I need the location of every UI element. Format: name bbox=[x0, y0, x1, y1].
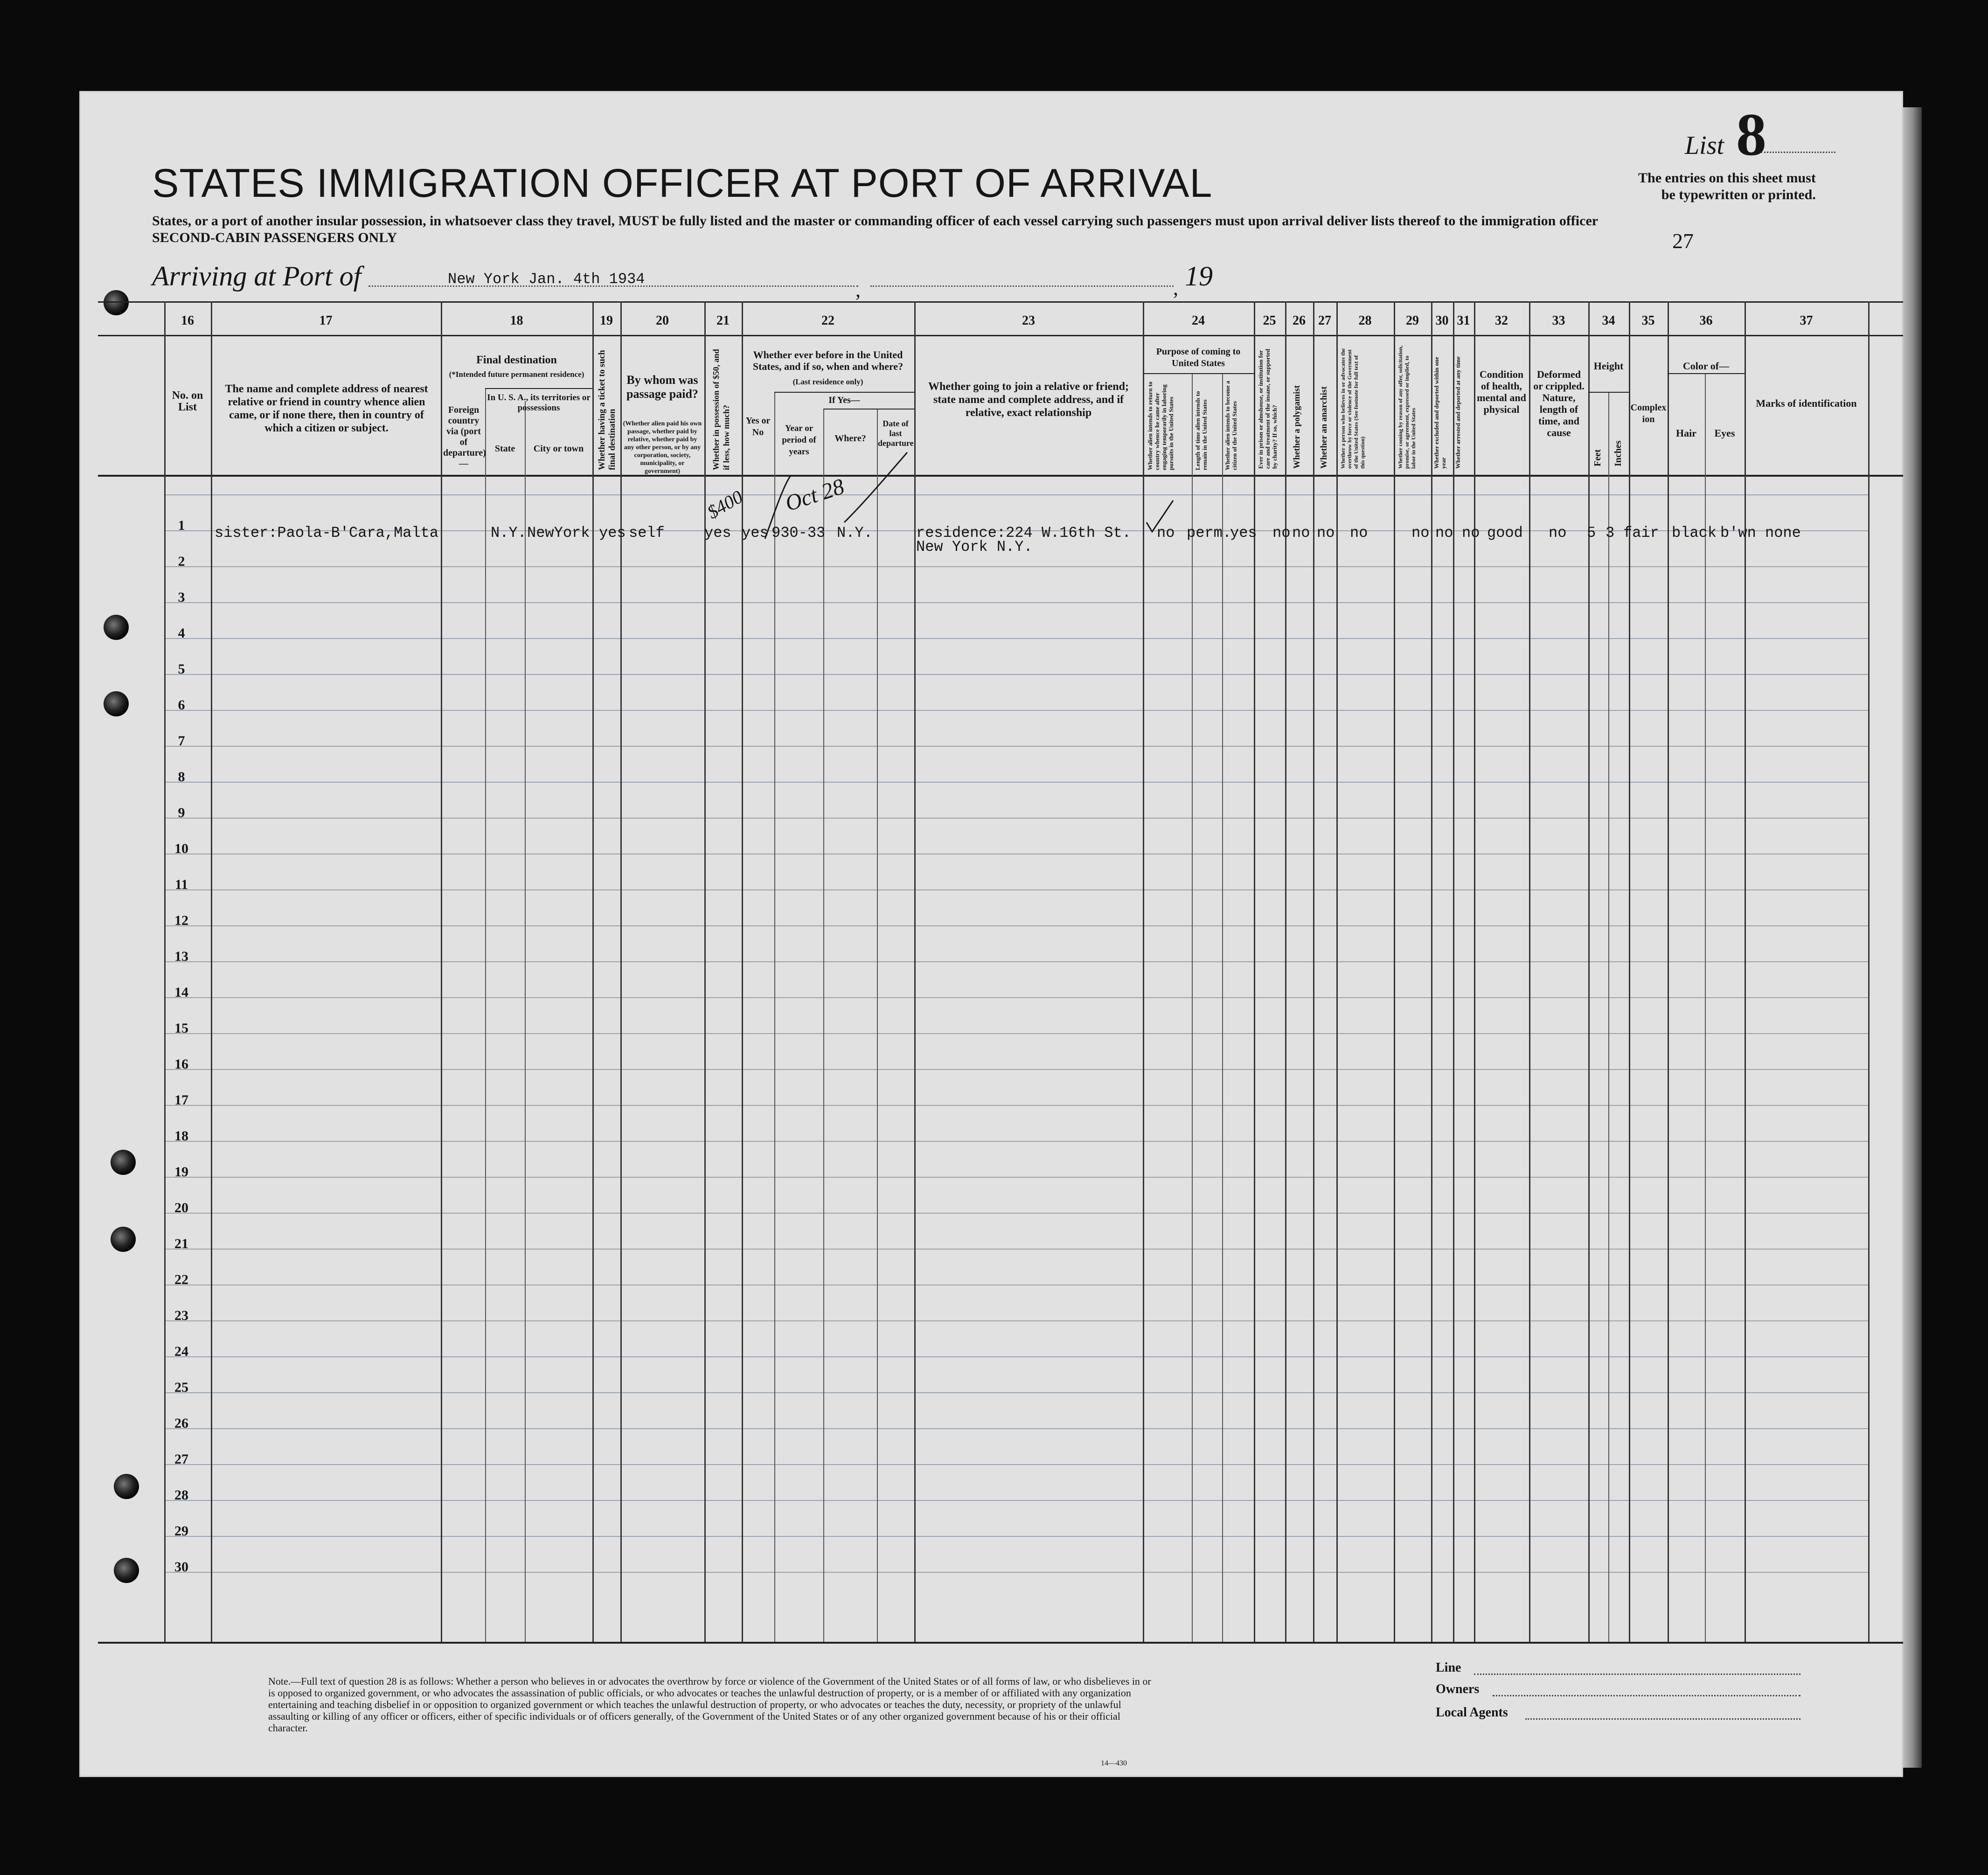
punch-hole bbox=[104, 691, 129, 716]
row-number: 6 bbox=[178, 697, 185, 713]
entry-year-period: 930-33 bbox=[772, 524, 826, 542]
header-in-usa: In U. S. A., its territories or possessions bbox=[487, 393, 591, 413]
row-number: 29 bbox=[174, 1523, 188, 1539]
header-where: Where? bbox=[834, 433, 866, 444]
entry-labor-offer: no bbox=[1411, 524, 1430, 542]
row-rule bbox=[164, 1320, 1868, 1321]
row-rule bbox=[164, 1572, 1868, 1573]
header-bottom-rule bbox=[98, 475, 1903, 477]
entry-where: N.Y. bbox=[837, 524, 873, 542]
header-final-destination: Final destination bbox=[476, 354, 557, 366]
header-purpose-citizen: Whether alien intends to become a citizen of the United States bbox=[1224, 381, 1238, 470]
col-num-28: 28 bbox=[1358, 313, 1372, 328]
col-num-23: 23 bbox=[1022, 313, 1035, 328]
entry-deformed: no bbox=[1549, 524, 1567, 542]
header-complexion: Complexion bbox=[1630, 403, 1667, 424]
arriving-label: Arriving at Port of bbox=[152, 261, 361, 292]
row-rule bbox=[164, 1033, 1868, 1034]
col-num-18: 18 bbox=[510, 313, 523, 328]
row-rule bbox=[164, 602, 1868, 603]
row-rule bbox=[164, 710, 1868, 711]
row-rule bbox=[164, 674, 1868, 675]
row-number: 21 bbox=[174, 1236, 188, 1251]
row-number: 8 bbox=[178, 769, 185, 785]
number-row-rule bbox=[98, 335, 1903, 336]
page-title: STATES IMMIGRATION OFFICER AT PORT OF ARRIVAL bbox=[152, 161, 1213, 206]
row-number: 9 bbox=[178, 805, 185, 820]
punch-hole bbox=[111, 1150, 136, 1175]
row-number: 24 bbox=[174, 1344, 188, 1359]
row-rule bbox=[164, 997, 1868, 998]
entry-ever-before: yes bbox=[742, 524, 769, 542]
row-number: 27 bbox=[174, 1451, 188, 1467]
row-rule bbox=[164, 746, 1868, 747]
col-num-26: 26 bbox=[1293, 313, 1306, 328]
row-rule bbox=[164, 1536, 1868, 1537]
col-num-22: 22 bbox=[821, 313, 834, 328]
col-num-29: 29 bbox=[1406, 313, 1419, 328]
header-no-on-list: No. on List bbox=[172, 389, 203, 413]
row-rule bbox=[164, 1428, 1868, 1429]
header-excluded: Whether excluded and deported within one year bbox=[1433, 357, 1447, 469]
col-num-32: 32 bbox=[1495, 313, 1508, 328]
header-overthrow: Whether a person who believes in or advocates the overthrow by force or violence of the Government of the United States (See footnote for full text of this question) bbox=[1340, 348, 1366, 469]
row-rule bbox=[164, 1249, 1868, 1250]
row-number: 28 bbox=[174, 1487, 188, 1503]
row-number: 18 bbox=[174, 1128, 188, 1144]
row-rule bbox=[164, 1105, 1868, 1106]
row-number: 26 bbox=[174, 1416, 188, 1431]
punch-hole bbox=[114, 1558, 139, 1583]
header-ticket: Whether having a ticket to such final destination bbox=[597, 350, 617, 470]
entry-nearest-relative: sister:Paola-B'Cara,Malta bbox=[215, 524, 439, 542]
row-rule bbox=[164, 1177, 1868, 1178]
header-hair: Hair bbox=[1676, 427, 1696, 439]
col-num-34: 34 bbox=[1602, 313, 1615, 328]
row-number: 12 bbox=[174, 913, 188, 928]
row-number: 13 bbox=[174, 949, 188, 964]
header-if-yes: If Yes— bbox=[828, 395, 860, 405]
row-number: 19 bbox=[174, 1164, 188, 1180]
header-purpose: Purpose of coming to United States bbox=[1156, 347, 1241, 368]
header-city: City or town bbox=[533, 444, 584, 454]
row-number: 17 bbox=[174, 1092, 188, 1108]
row-rule bbox=[164, 1392, 1868, 1393]
line-label: Line bbox=[1436, 1660, 1461, 1675]
row-number: 16 bbox=[174, 1056, 188, 1072]
punch-hole bbox=[104, 290, 129, 315]
table-top-rule bbox=[98, 301, 1903, 303]
row-number: 30 bbox=[174, 1559, 188, 1575]
page-edge bbox=[1903, 107, 1922, 1768]
owners-field bbox=[1493, 1695, 1800, 1696]
handwritten-date: Oct 28 bbox=[782, 474, 848, 516]
header-yes-no: Yes or No bbox=[745, 416, 771, 438]
punch-hole bbox=[111, 1227, 136, 1252]
header-date-last-departure: Date of last departure bbox=[878, 419, 914, 448]
entry-feet: 5 bbox=[1587, 524, 1596, 542]
row-number: 10 bbox=[174, 841, 188, 856]
col-num-20: 20 bbox=[656, 313, 669, 328]
entry-marks: none bbox=[1765, 524, 1801, 542]
header-health: Condition of health, mental and physical bbox=[1477, 368, 1526, 415]
col-num-33: 33 bbox=[1552, 313, 1565, 328]
row-number: 4 bbox=[178, 625, 185, 641]
row-number: 2 bbox=[178, 554, 185, 569]
entry-city: NewYork bbox=[527, 524, 590, 542]
header-eyes: Eyes bbox=[1714, 427, 1735, 439]
year-prefix: 19 bbox=[1185, 261, 1213, 292]
row-rule bbox=[164, 889, 1868, 890]
entry-excluded: no bbox=[1435, 524, 1453, 542]
punch-hole bbox=[114, 1474, 139, 1499]
entries-note: The entries on this sheet must be typewritten or printed. bbox=[1638, 170, 1816, 202]
col-num-16: 16 bbox=[181, 313, 194, 328]
local-agents-label: Local Agents bbox=[1436, 1705, 1508, 1720]
row-number: 22 bbox=[174, 1272, 188, 1287]
entry-inches: 3 bbox=[1606, 524, 1615, 542]
line-field bbox=[1474, 1674, 1800, 1675]
form-number: 14—430 bbox=[1101, 1759, 1127, 1767]
footnote-question-28: Note.—Full text of question 28 is as follows: Whether a person who believes in or advocates the overthrow by force or violence of the Government of the United States or of all forms of law, or who disbelieves in or is opposed to organized government, or who advocates the assassination of public officials, or who advocates or teaches the unlawful destruction of property, or is a member of or affiliated with any organization entertaining and teaching disbelief in or opposition to organized government or which teaches the unlawful destruction of property, or who advocates or teaches the duty, necessity, or propriety of the unlawful assaulting or killing of any officer or officers, either of specific individuals or of officers generally, of the Government of the United States or of any other organized government because of his or their official character. bbox=[268, 1675, 1151, 1734]
row-rule bbox=[164, 1069, 1868, 1070]
header-ever-before: Whether ever before in the United States, and if so, when and where? bbox=[752, 349, 904, 372]
header-state: State bbox=[494, 444, 515, 454]
row-rule bbox=[164, 494, 1868, 495]
entry-possession: yes bbox=[704, 524, 731, 542]
header-nearest-relative: The name and complete address of nearest relative or friend in country whence alien came, or if none there, then in country of which a citizen or subject. bbox=[225, 383, 428, 434]
row-rule bbox=[164, 818, 1868, 819]
header-instruction: States, or a port of another insular possession, in whatsoever class they travel, MUST be fully listed and the master or commanding officer of each vessel carrying such passengers must upon arrival deliver lists thereof to the immigration officer bbox=[152, 213, 1599, 229]
row-number: 15 bbox=[174, 1021, 188, 1036]
entry-ticket: yes bbox=[599, 524, 626, 542]
header-purpose-return: Whether alien intends to return to country whence he came after engaging temporarily in laboring pursuits in the United States bbox=[1147, 382, 1175, 470]
header-join-relative: Whether going to join a relative or friend; state name and complete address, and if relative, exact relationship bbox=[928, 381, 1129, 419]
row-rule bbox=[164, 566, 1868, 567]
header-purpose-length: Length of time alien intends to remain in the United States bbox=[1194, 391, 1208, 470]
header-color-of: Color of— bbox=[1682, 360, 1730, 372]
row-rule bbox=[164, 1356, 1868, 1357]
list-number: 8 bbox=[1736, 101, 1766, 168]
row-rule bbox=[164, 925, 1868, 926]
header-inches: Inches bbox=[1613, 440, 1623, 466]
row-number: 14 bbox=[174, 985, 188, 1000]
header-labor-offer: Whether coming by reason of any offer, solicitation, promise, or agreement, expressed or implied, to labor in the United States bbox=[1397, 345, 1417, 469]
entry-residence-line1: residence:224 W.16th St. bbox=[916, 524, 1131, 542]
local-agents-field bbox=[1525, 1718, 1800, 1720]
header-deformed: Deformed or crippled. Nature, length of time, and cause bbox=[1533, 368, 1585, 438]
col-num-37: 37 bbox=[1800, 313, 1813, 328]
owners-label: Owners bbox=[1436, 1682, 1480, 1696]
row-rule bbox=[164, 782, 1868, 783]
entry-anarchist: no bbox=[1317, 524, 1335, 542]
row-rule bbox=[164, 1141, 1868, 1142]
punch-hole bbox=[104, 615, 129, 640]
entry-arrested: no bbox=[1462, 524, 1480, 542]
row-number: 11 bbox=[174, 877, 188, 892]
row-rule bbox=[164, 1213, 1868, 1214]
header-prison: Ever in prison or almshouse, or institution for care and treatment of the insane, or supported by charity? If so, which? bbox=[1257, 348, 1278, 469]
col-num-27: 27 bbox=[1318, 313, 1331, 328]
entry-complexion: fair bbox=[1623, 524, 1659, 542]
entry-residence-line2: New York N.Y. bbox=[916, 538, 1033, 556]
col-num-31: 31 bbox=[1457, 313, 1470, 328]
header-possession-50: Whether in possession of $50, and if less, how much? bbox=[711, 349, 731, 470]
header-passage-paid: By whom was passage paid? bbox=[626, 373, 698, 401]
col-num-24: 24 bbox=[1192, 313, 1205, 328]
header-class: SECOND-CABIN PASSENGERS ONLY bbox=[152, 230, 397, 245]
header-height: Height bbox=[1593, 360, 1624, 372]
header-anarchist: Whether an anarchist bbox=[1319, 386, 1329, 469]
entry-purpose-length: perm. bbox=[1187, 524, 1232, 542]
row-rule bbox=[164, 1500, 1868, 1501]
date-dotted-line bbox=[870, 285, 1174, 287]
entry-eyes: b'wn bbox=[1720, 524, 1756, 542]
header-final-destination-note: (*Intended future permanent residence) bbox=[449, 370, 584, 379]
row-number: 5 bbox=[178, 661, 185, 677]
entry-overthrow: no bbox=[1350, 524, 1368, 542]
col-num-35: 35 bbox=[1641, 313, 1655, 328]
row-number: 1 bbox=[178, 518, 185, 533]
col-num-19: 19 bbox=[600, 313, 613, 328]
entry-state: N.Y. bbox=[491, 524, 527, 542]
row-rule bbox=[164, 961, 1868, 962]
list-label: List bbox=[1685, 131, 1724, 160]
table-bottom-rule bbox=[98, 1642, 1903, 1644]
col-num-25: 25 bbox=[1263, 313, 1276, 328]
header-foreign-country: Foreign country via (port of departure)— bbox=[443, 405, 486, 469]
entry-polygamist: no bbox=[1292, 524, 1310, 542]
col-num-30: 30 bbox=[1435, 313, 1449, 328]
row-number: 3 bbox=[178, 590, 185, 605]
page-number: 27 bbox=[1672, 229, 1694, 253]
row-rule bbox=[164, 1464, 1868, 1465]
header-last-residence: (Last residence only) bbox=[792, 377, 863, 386]
entry-passage-paid: self bbox=[629, 524, 665, 542]
entry-purpose-return: no bbox=[1157, 524, 1175, 542]
arriving-value: New York Jan. 4th 1934 bbox=[448, 271, 645, 288]
header-feet: Feet bbox=[1592, 449, 1603, 466]
entry-purpose-citizen: yes bbox=[1230, 524, 1257, 542]
check-mark bbox=[1143, 497, 1180, 534]
header-arrested: Whether arrested and deported at any time bbox=[1454, 356, 1461, 469]
list-line bbox=[1761, 152, 1835, 153]
entry-health: good bbox=[1487, 524, 1523, 542]
row-number: 20 bbox=[174, 1200, 188, 1215]
header-marks: Marks of identification bbox=[1756, 397, 1857, 409]
header-passage-paid-note: (Whether alien paid his own passage, whether paid by relative, whether paid by any other person, or by any corporation, society, municipality, or government) bbox=[623, 420, 702, 475]
col-num-36: 36 bbox=[1699, 313, 1713, 328]
row-rule bbox=[164, 638, 1868, 639]
handwritten-checkmarks bbox=[746, 443, 924, 550]
row-number: 7 bbox=[178, 733, 185, 749]
entry-hair: black bbox=[1672, 524, 1717, 542]
entry-prison: no bbox=[1272, 524, 1291, 542]
header-year-period: Year or period of years bbox=[782, 424, 816, 457]
header-polygamist: Whether a polygamist bbox=[1292, 385, 1302, 469]
row-number: 25 bbox=[174, 1380, 188, 1395]
row-number: 23 bbox=[174, 1308, 188, 1323]
col-num-17: 17 bbox=[319, 313, 333, 328]
handwritten-money: $400 bbox=[703, 486, 746, 523]
col-num-21: 21 bbox=[716, 313, 730, 328]
